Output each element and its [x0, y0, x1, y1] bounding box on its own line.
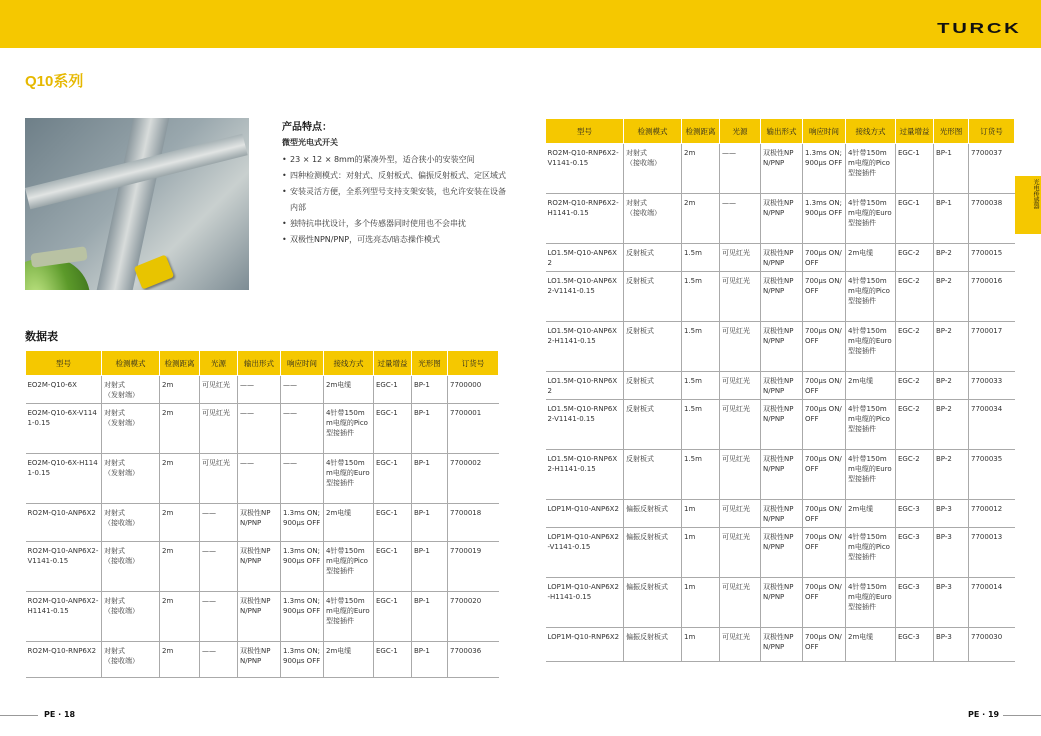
table-cell: 2m	[160, 542, 200, 592]
page-number-left: PE · 18	[44, 710, 76, 719]
column-header: 过量增益	[374, 351, 412, 376]
table-cell: EGC-3	[896, 500, 934, 528]
table-cell: 4针带150mm电缆的Pico型接插件	[846, 400, 896, 450]
table-cell: ——	[720, 194, 761, 244]
table-cell: 可见红光	[200, 376, 238, 404]
column-header: 检测模式	[102, 351, 160, 376]
table-cell: BP-1	[412, 404, 448, 454]
table-cell: 偏振反射板式	[624, 500, 682, 528]
table-cell: EGC-2	[896, 400, 934, 450]
table-cell: 7700017	[969, 322, 1015, 372]
table-cell: 对射式 （发射端）	[102, 376, 160, 404]
table-row	[26, 504, 499, 542]
table-cell: EGC-2	[896, 272, 934, 322]
table-cell: 4针带150mm电缆的Euro型接插件	[846, 194, 896, 244]
table-cell: 1.3ms ON;900μs OFF	[281, 542, 324, 592]
column-header: 型号	[546, 119, 624, 144]
table-cell: 2m电缆	[846, 628, 896, 662]
table-cell: RO2M-Q10-RNP6X2	[26, 642, 102, 678]
table-cell: 4针带150mm电缆的Pico型接插件	[324, 404, 374, 454]
table-cell: EGC-1	[896, 144, 934, 194]
table-cell: BP-3	[934, 628, 969, 662]
table-cell: 4针带150mm电缆的Pico型接插件	[846, 144, 896, 194]
table-cell: 双极性NPN/PNP	[761, 194, 803, 244]
table-cell: 可见红光	[720, 578, 761, 628]
table-row	[546, 322, 1015, 372]
table-cell: 反射板式	[624, 372, 682, 400]
table-cell: EO2M-Q10-6X-H1141-0.15	[26, 454, 102, 504]
table-cell: RO2M-Q10-ANP6X2-H1141-0.15	[26, 592, 102, 642]
table-cell: LOP1M-Q10-ANP6X2-H1141-0.15	[546, 578, 624, 628]
table-cell: EGC-1	[374, 504, 412, 542]
table-cell: 2m电缆	[324, 376, 374, 404]
table-cell: 1m	[682, 500, 720, 528]
series-title: Q10系列	[25, 73, 84, 90]
table-cell: ——	[200, 504, 238, 542]
table-cell: 4针带150mm电缆的Euro型接插件	[846, 578, 896, 628]
table-row	[546, 144, 1015, 194]
table-cell: EGC-3	[896, 528, 934, 578]
table-cell: BP-3	[934, 578, 969, 628]
table-cell: 700μs ON/OFF	[803, 450, 846, 500]
table-cell: 反射板式	[624, 322, 682, 372]
table-cell: 偏振反射板式	[624, 578, 682, 628]
table-cell: 700μs ON/OFF	[803, 528, 846, 578]
table-cell: EGC-1	[374, 592, 412, 642]
table-cell: 700μs ON/OFF	[803, 244, 846, 272]
table-cell: 1.3ms ON;900μs OFF	[281, 504, 324, 542]
table-cell: 7700015	[969, 244, 1015, 272]
table-row	[546, 194, 1015, 244]
column-header: 光源	[200, 351, 238, 376]
table-cell: 7700034	[969, 400, 1015, 450]
table-cell: 双极性NPN/PNP	[761, 322, 803, 372]
table-cell: 7700036	[448, 642, 499, 678]
table-cell: BP-2	[934, 322, 969, 372]
feature-item: • 23 × 12 × 8mm的紧凑外型，适合狭小的安装空间	[282, 152, 512, 168]
table-cell: LO1.5M-Q10-ANP6X2-H1141-0.15	[546, 322, 624, 372]
table-cell: 双极性NPN/PNP	[761, 578, 803, 628]
table-cell: ——	[281, 454, 324, 504]
sensor-image	[134, 255, 175, 290]
table-cell: 对射式 （接收端）	[102, 504, 160, 542]
table-cell: 1m	[682, 528, 720, 578]
table-cell: EGC-3	[896, 578, 934, 628]
feature-item: • 独特抗串扰设计，多个传感器同时使用也不会串扰	[282, 216, 512, 232]
table-cell: 700μs ON/OFF	[803, 500, 846, 528]
table-cell: 对射式 （发射端）	[102, 454, 160, 504]
table-cell: 对射式 （接收端）	[624, 144, 682, 194]
table-cell: 1.5m	[682, 372, 720, 400]
table-cell: EO2M-Q10-6X-V1141-0.15	[26, 404, 102, 454]
table-cell: BP-1	[412, 504, 448, 542]
table-cell: BP-2	[934, 400, 969, 450]
table-cell: 可见红光	[720, 372, 761, 400]
table-cell: EGC-1	[374, 454, 412, 504]
table-cell: 可见红光	[720, 450, 761, 500]
table-row	[546, 578, 1015, 628]
product-photo	[25, 118, 249, 290]
table-cell: LO1.5M-Q10-ANP6X2-V1141-0.15	[546, 272, 624, 322]
table-cell: 双极性NPN/PNP	[238, 504, 281, 542]
table-cell: 1.5m	[682, 322, 720, 372]
table-cell: 1m	[682, 578, 720, 628]
table-cell: 7700035	[969, 450, 1015, 500]
table-cell: 双极性NPN/PNP	[761, 400, 803, 450]
table-cell: 7700030	[969, 628, 1015, 662]
table-cell: 700μs ON/OFF	[803, 372, 846, 400]
table-cell: LOP1M-Q10-ANP6X2	[546, 500, 624, 528]
table-row	[546, 400, 1015, 450]
table-cell: LOP1M-Q10-ANP6X2-V1141-0.15	[546, 528, 624, 578]
table-cell: 双极性NPN/PNP	[761, 450, 803, 500]
table-cell: 4针带150mm电缆的Pico型接插件	[324, 542, 374, 592]
table-cell: 偏振反射板式	[624, 628, 682, 662]
table-cell: 可见红光	[720, 322, 761, 372]
table-cell: BP-2	[934, 244, 969, 272]
table-cell: 4针带150mm电缆的Euro型接插件	[846, 450, 896, 500]
table-cell: 7700013	[969, 528, 1015, 578]
table-cell: 2m电缆	[846, 500, 896, 528]
table-cell: 双极性NPN/PNP	[761, 244, 803, 272]
table-cell: 1.5m	[682, 400, 720, 450]
table-cell: 1.5m	[682, 450, 720, 500]
table-cell: 7700019	[448, 542, 499, 592]
table-cell: 双极性NPN/PNP	[238, 592, 281, 642]
column-header: 输出形式	[238, 351, 281, 376]
page-number-right: PE · 19	[968, 710, 1000, 719]
table-cell: LO1.5M-Q10-ANP6X2	[546, 244, 624, 272]
table-cell: 2m	[682, 144, 720, 194]
column-header: 检测距离	[160, 351, 200, 376]
table-cell: BP-3	[934, 500, 969, 528]
table-cell: RO2M-Q10-ANP6X2	[26, 504, 102, 542]
table-cell: ——	[720, 144, 761, 194]
table-cell: 可见红光	[200, 404, 238, 454]
column-header: 光源	[720, 119, 761, 144]
table-cell: 2m电缆	[324, 504, 374, 542]
table-cell: 1.3ms ON;900μs OFF	[803, 194, 846, 244]
column-header: 接线方式	[846, 119, 896, 144]
table-cell: ——	[238, 404, 281, 454]
table-cell: 可见红光	[720, 272, 761, 322]
table-row	[546, 244, 1015, 272]
table-cell: 对射式 （接收端）	[624, 194, 682, 244]
table-cell: LO1.5M-Q10-RNP6X2-V1141-0.15	[546, 400, 624, 450]
table-cell: ——	[200, 592, 238, 642]
top-banner	[0, 0, 1041, 48]
table-row	[26, 592, 499, 642]
table-cell: 可见红光	[720, 500, 761, 528]
table-cell: 双极性NPN/PNP	[761, 144, 803, 194]
table-cell: 反射板式	[624, 450, 682, 500]
feature-item: • 四种检测模式：对射式、反射板式、偏振反射板式、定区域式	[282, 168, 512, 184]
table-cell: BP-1	[412, 642, 448, 678]
column-header: 订货号	[969, 119, 1015, 144]
table-cell: EO2M-Q10-6X	[26, 376, 102, 404]
table-cell: 可见红光	[720, 244, 761, 272]
left-spec-table	[25, 350, 499, 678]
table-cell: 700μs ON/OFF	[803, 272, 846, 322]
table-cell: ——	[281, 404, 324, 454]
table-cell: EGC-2	[896, 244, 934, 272]
column-header: 光形图	[412, 351, 448, 376]
table-row	[546, 628, 1015, 662]
table-row	[546, 372, 1015, 400]
table-cell: 双极性NPN/PNP	[238, 642, 281, 678]
table-cell: EGC-2	[896, 322, 934, 372]
table-cell: EGC-1	[374, 542, 412, 592]
table-cell: 2m电缆	[324, 642, 374, 678]
table-cell: ——	[238, 376, 281, 404]
column-header: 响应时间	[803, 119, 846, 144]
table-cell: EGC-3	[896, 628, 934, 662]
table-row	[26, 404, 499, 454]
table-cell: 2m	[160, 376, 200, 404]
features-panel	[282, 118, 512, 248]
table-cell: 对射式 （接收端）	[102, 642, 160, 678]
table-cell: 7700014	[969, 578, 1015, 628]
turck-logo: TURCK	[936, 20, 1021, 37]
table-cell: 1.3ms ON;900μs OFF	[281, 592, 324, 642]
table-cell: 7700016	[969, 272, 1015, 322]
table-cell: LO1.5M-Q10-RNP6X2-H1141-0.15	[546, 450, 624, 500]
table-cell: 反射板式	[624, 272, 682, 322]
table-cell: EGC-1	[896, 194, 934, 244]
table-cell: 4针带150mm电缆的Euro型接插件	[846, 322, 896, 372]
table-cell: 2m电缆	[846, 244, 896, 272]
feature-item: • 双极性NPN/PNP，可选亮态/暗态操作模式	[282, 232, 512, 248]
features-title: 产品特点：	[282, 122, 332, 133]
table-cell: RO2M-Q10-RNP6X2-H1141-0.15	[546, 194, 624, 244]
table-cell: EGC-1	[374, 404, 412, 454]
column-header: 检测模式	[624, 119, 682, 144]
table-row	[26, 542, 499, 592]
table-cell: 4针带150mm电缆的Euro型接插件	[324, 592, 374, 642]
right-spec-table	[545, 118, 1015, 662]
table-cell: BP-1	[412, 542, 448, 592]
table-cell: 1.5m	[682, 244, 720, 272]
table-row	[26, 454, 499, 504]
table-cell: BP-2	[934, 372, 969, 400]
side-tab: 光电传感器	[1015, 176, 1041, 234]
table-cell: 1.3ms ON;900μs OFF	[281, 642, 324, 678]
table-cell: 7700038	[969, 194, 1015, 244]
table-cell: 1.3ms ON;900μs OFF	[803, 144, 846, 194]
table-cell: 2m	[160, 504, 200, 542]
table-cell: 2m	[160, 592, 200, 642]
table-row	[546, 528, 1015, 578]
table-cell: 双极性NPN/PNP	[761, 628, 803, 662]
table-cell: ——	[238, 454, 281, 504]
table-cell: 700μs ON/OFF	[803, 322, 846, 372]
table-cell: 700μs ON/OFF	[803, 578, 846, 628]
table-cell: 7700001	[448, 404, 499, 454]
table-cell: RO2M-Q10-RNP6X2-V1141-0.15	[546, 144, 624, 194]
column-header: 接线方式	[324, 351, 374, 376]
table-cell: EGC-2	[896, 372, 934, 400]
table-cell: BP-1	[934, 144, 969, 194]
table-cell: 双极性NPN/PNP	[761, 272, 803, 322]
table-cell: ——	[200, 542, 238, 592]
table-cell: 反射板式	[624, 244, 682, 272]
table-cell: 2m	[160, 642, 200, 678]
table-cell: 7700037	[969, 144, 1015, 194]
table-cell: 2m	[160, 454, 200, 504]
table-cell: 2m	[682, 194, 720, 244]
column-header: 过量增益	[896, 119, 934, 144]
table-cell: 7700012	[969, 500, 1015, 528]
table-cell: 700μs ON/OFF	[803, 400, 846, 450]
table-cell: 双极性NPN/PNP	[238, 542, 281, 592]
table-cell: 可见红光	[200, 454, 238, 504]
table-row	[546, 272, 1015, 322]
column-header: 订货号	[448, 351, 499, 376]
table-cell: 反射板式	[624, 400, 682, 450]
table-cell: 可见红光	[720, 528, 761, 578]
table-cell: 对射式 （发射端）	[102, 404, 160, 454]
table-cell: 4针带150mm电缆的Pico型接插件	[846, 272, 896, 322]
table-cell: BP-1	[412, 376, 448, 404]
table-cell: BP-3	[934, 528, 969, 578]
table-row	[546, 500, 1015, 528]
table-cell: 7700018	[448, 504, 499, 542]
table-cell: 可见红光	[720, 628, 761, 662]
table-cell: 700μs ON/OFF	[803, 628, 846, 662]
table-cell: BP-1	[412, 454, 448, 504]
table-cell: 7700000	[448, 376, 499, 404]
features-subtitle: 微型光电式开关	[282, 138, 338, 147]
table-cell: BP-1	[412, 592, 448, 642]
table-row	[546, 450, 1015, 500]
table-cell: EGC-1	[374, 642, 412, 678]
table-cell: 对射式 （接收端）	[102, 592, 160, 642]
table-cell: 2m电缆	[846, 372, 896, 400]
table-row	[26, 376, 499, 404]
table-cell: BP-1	[934, 194, 969, 244]
table-cell: ——	[281, 376, 324, 404]
table-cell: EGC-2	[896, 450, 934, 500]
table-cell: LOP1M-Q10-RNP6X2	[546, 628, 624, 662]
column-header: 光形图	[934, 119, 969, 144]
table-cell: 2m	[160, 404, 200, 454]
table-cell: 1m	[682, 628, 720, 662]
table-cell: 7700020	[448, 592, 499, 642]
table-cell: 7700033	[969, 372, 1015, 400]
column-header: 型号	[26, 351, 102, 376]
table-cell: 4针带150mm电缆的Euro型接插件	[324, 454, 374, 504]
table-cell: 双极性NPN/PNP	[761, 500, 803, 528]
table-cell: 偏振反射板式	[624, 528, 682, 578]
table-row	[26, 642, 499, 678]
table-cell: 1.5m	[682, 272, 720, 322]
datasheet-title: 数据表	[25, 330, 58, 343]
features-list	[282, 152, 512, 248]
column-header: 输出形式	[761, 119, 803, 144]
table-cell: 双极性NPN/PNP	[761, 372, 803, 400]
table-cell: 7700002	[448, 454, 499, 504]
table-cell: 可见红光	[720, 400, 761, 450]
table-cell: ——	[200, 642, 238, 678]
feature-item: • 安装灵活方便，全系列型号支持支架安装，也允许安装在设备内部	[282, 184, 512, 216]
table-cell: BP-2	[934, 272, 969, 322]
table-cell: LO1.5M-Q10-RNP6X2	[546, 372, 624, 400]
table-cell: RO2M-Q10-ANP6X2-V1141-0.15	[26, 542, 102, 592]
table-cell: 对射式 （接收端）	[102, 542, 160, 592]
column-header: 检测距离	[682, 119, 720, 144]
page-rule	[0, 715, 38, 716]
table-cell: 双极性NPN/PNP	[761, 528, 803, 578]
column-header: 响应时间	[281, 351, 324, 376]
page-rule	[1003, 715, 1041, 716]
table-cell: EGC-1	[374, 376, 412, 404]
table-cell: 4针带150mm电缆的Pico型接插件	[846, 528, 896, 578]
table-cell: BP-2	[934, 450, 969, 500]
